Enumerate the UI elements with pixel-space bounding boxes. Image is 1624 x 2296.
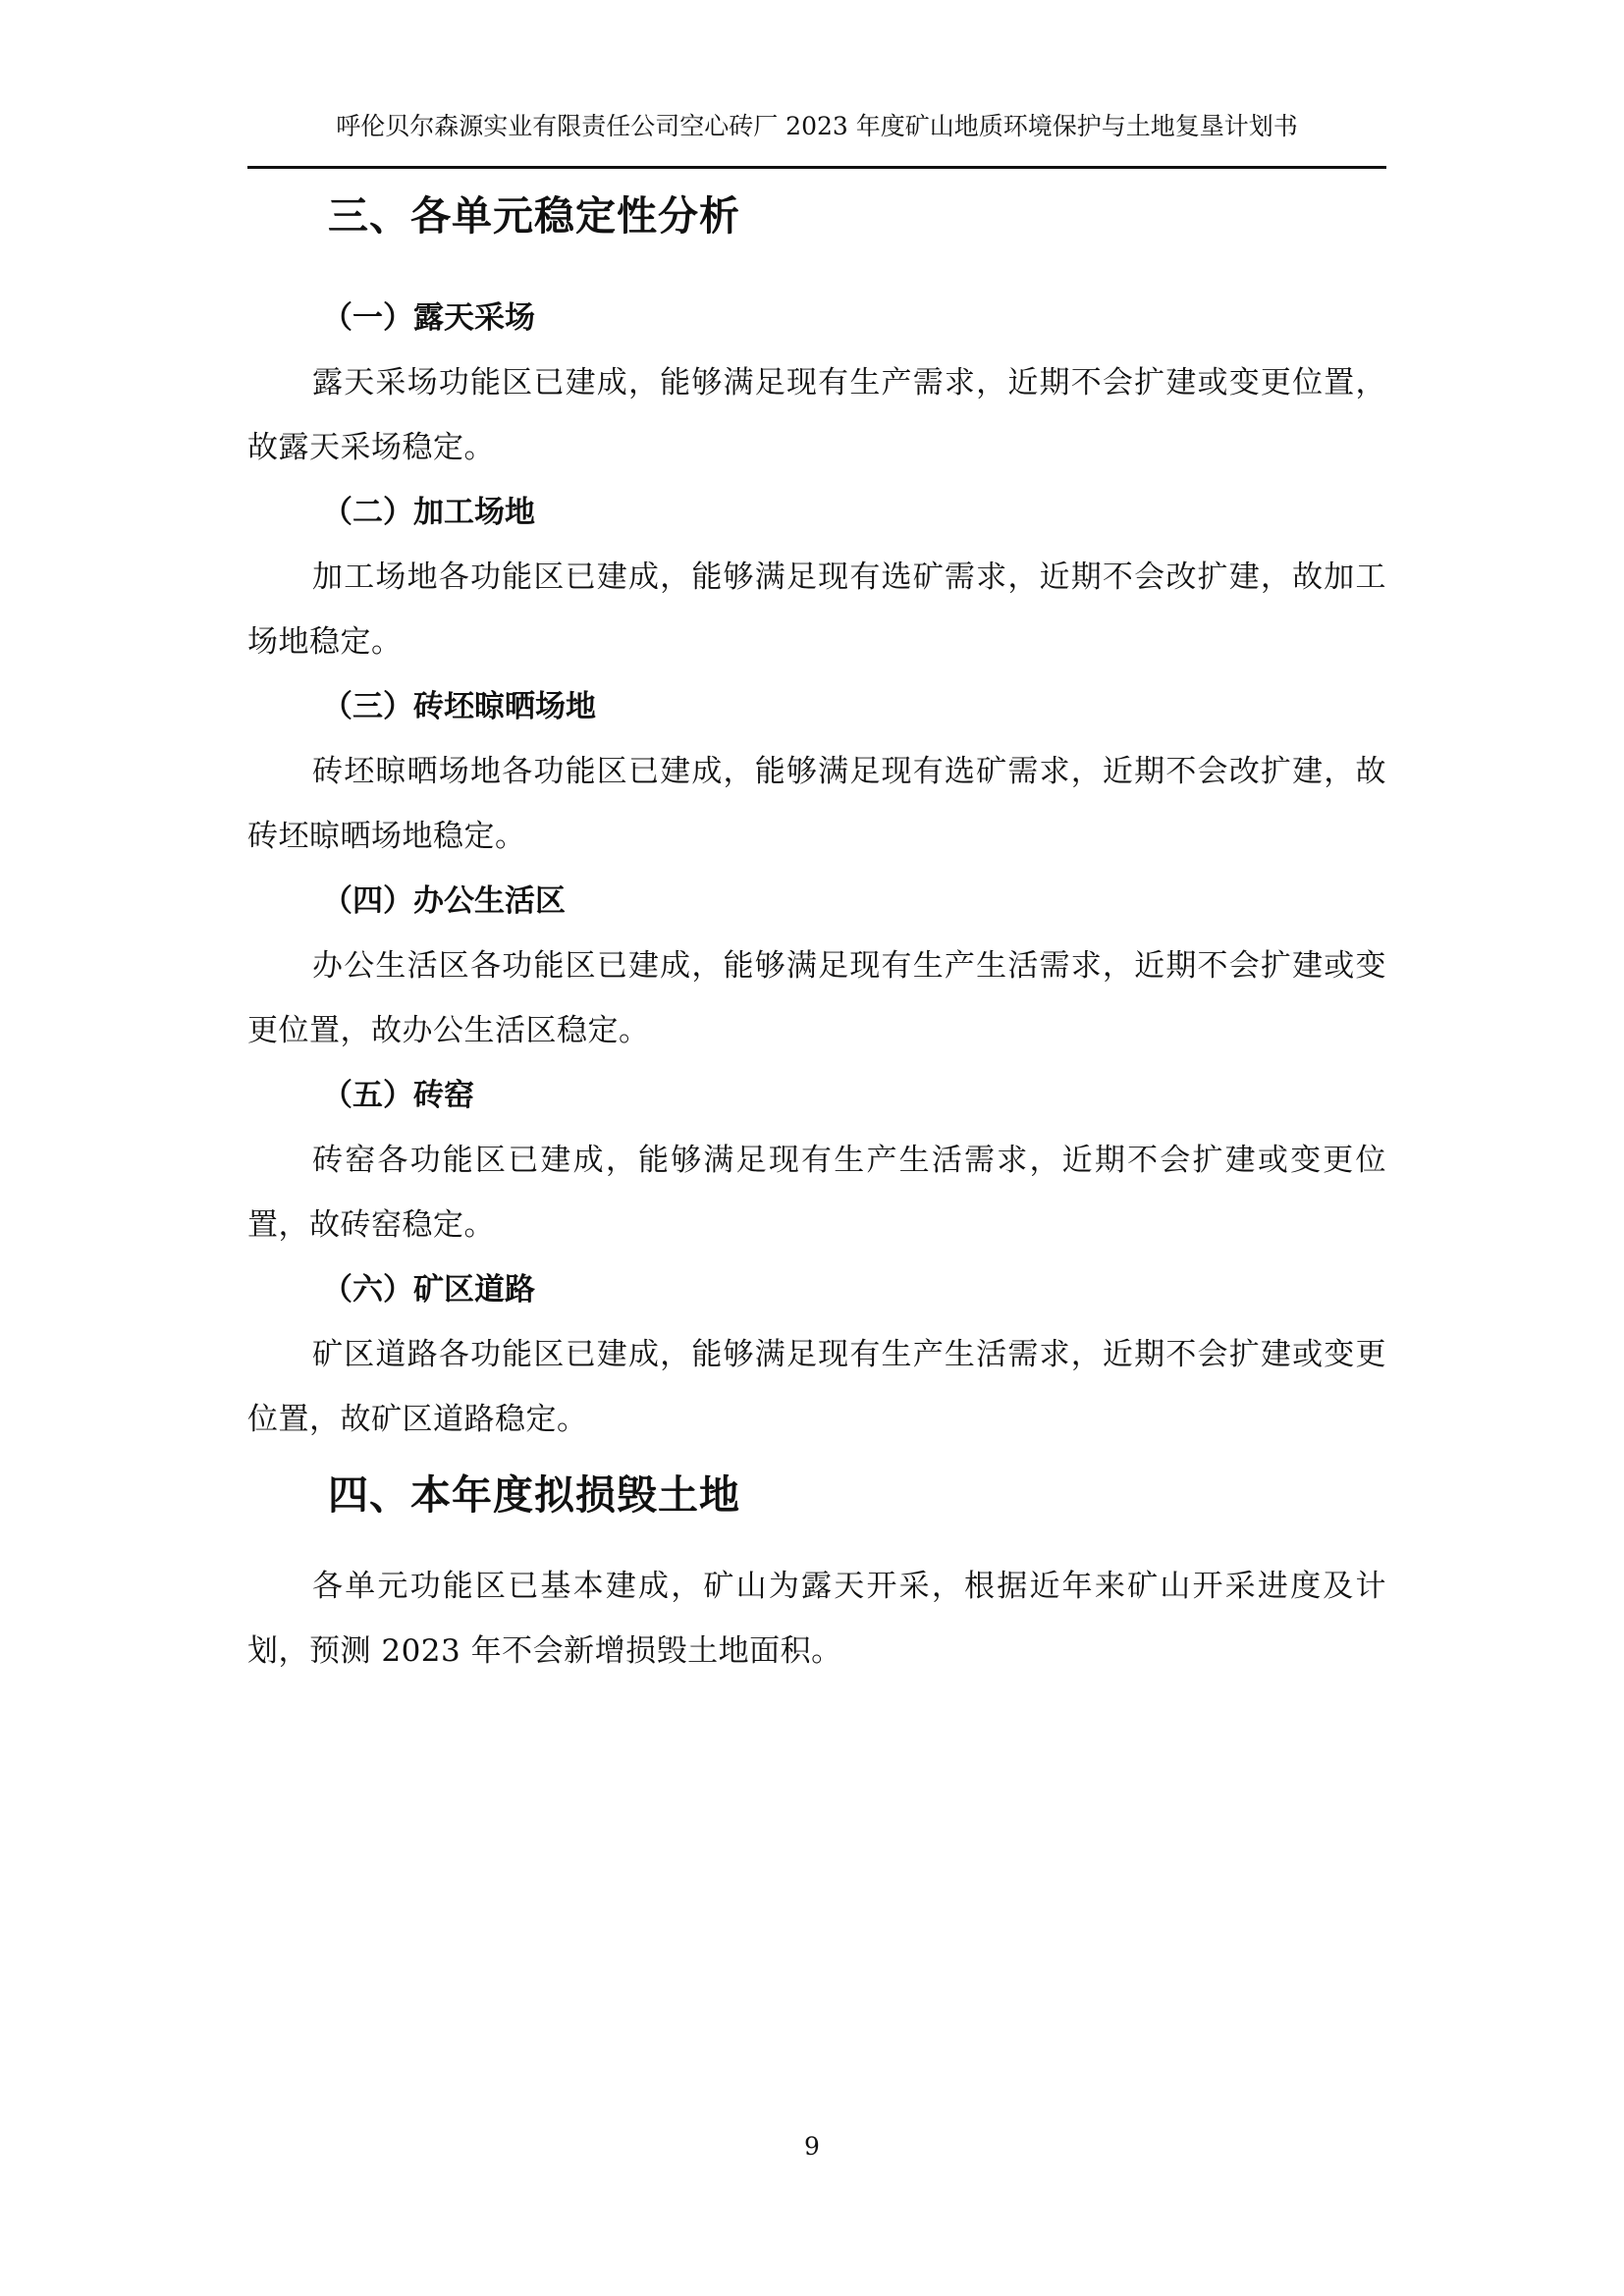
- header-divider: [247, 166, 1386, 169]
- section-4-title: 四、本年度拟损毁土地: [328, 1471, 740, 1519]
- subsection-heading: （一）露天采场: [322, 300, 535, 336]
- document-body: [247, 187, 1386, 1683]
- subsection-heading: （三）砖坯晾晒场地: [322, 689, 596, 724]
- subsection-paragraph: 加工场地各功能区已建成，能够满足现有选矿需求，近期不会改扩建，故加工场地稳定。: [247, 560, 1386, 660]
- subsection-heading: （四）办公生活区: [322, 883, 566, 919]
- subsection-paragraph: 砖窑各功能区已建成，能够满足现有生产生活需求，近期不会扩建或变更位置，故砖窑稳定。: [247, 1143, 1386, 1243]
- subsection-paragraph: 砖坯晾晒场地各功能区已建成，能够满足现有选矿需求，近期不会改扩建，故砖坯晾晒场地稳定。: [247, 754, 1386, 854]
- page-number: 9: [804, 2132, 820, 2161]
- subsection-heading: （二）加工场地: [322, 495, 535, 530]
- subsection-heading: （六）矿区道路: [322, 1272, 535, 1308]
- subsection-paragraph: 矿区道路各功能区已建成，能够满足现有生产生活需求，近期不会扩建或变更位置，故矿区道路稳定。: [247, 1337, 1386, 1437]
- page-header-title: 呼伦贝尔森源实业有限责任公司空心砖厂 2023 年度矿山地质环境保护与土地复垦计划书: [336, 112, 1298, 140]
- section-3-title: 三、各单元稳定性分析: [328, 192, 740, 240]
- subsection-paragraph: 露天采场功能区已建成，能够满足现有生产需求，近期不会扩建或变更位置，故露天采场稳定。: [247, 365, 1386, 465]
- subsection-paragraph: 办公生活区各功能区已建成，能够满足现有生产生活需求，近期不会扩建或变更位置，故办公生活区稳定。: [247, 948, 1386, 1048]
- section-4-paragraph: 各单元功能区已基本建成，矿山为露天开采，根据近年来矿山开采进度及计划，预测 2023 年不会新增损毁土地面积。: [247, 1569, 1386, 1669]
- subsection-heading: （五）砖窑: [322, 1078, 474, 1113]
